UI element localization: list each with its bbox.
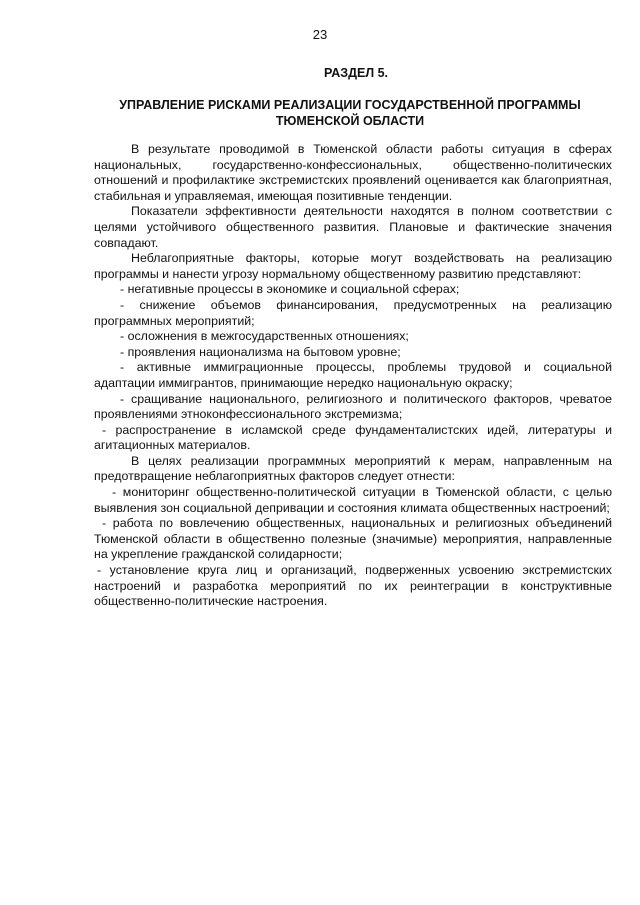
list-item: - работа по вовлечению общественных, национальных и религиозных объединений Тюменской области в общественно полезные (значимые) мероприятия, направленные на укрепление гражданской солидарности; [94, 516, 612, 562]
section-title: РАЗДЕЛ 5. [323, 66, 388, 80]
paragraph-results: В результате проводимой в Тюменской области работы ситуация в сферах национальных, государственно-конфессиональных, общественно-политических отношений и профилактике экстремистских проявлений оценивается как благоприятная, стабильная и управляемая, имеющая позитивные тенденции. [94, 142, 612, 203]
page-heading: УПРАВЛЕНИЕ РИСКАМИ РЕАЛИЗАЦИИ ГОСУДАРСТВЕННОЙ ПРОГРАММЫ ТЮМЕНСКОЙ ОБЛАСТИ [119, 98, 581, 128]
paragraph-indicators: Показатели эффективности деятельности находятся в полном соответствии с целями устойчивого общественного развития. Плановые и фактические значения совпадают. [94, 204, 612, 250]
list-item: - активные иммиграционные процессы, проблемы трудовой и социальной адаптации иммигрантов, принимающие нередко национальную окраску; [94, 360, 612, 390]
list-item: - негативные процессы в экономике и социальной сферах; [120, 282, 460, 297]
list-item: - мониторинг общественно-политической ситуации в Тюменской области, с целью выявления зон социальной депривации и состояния климата общественных настроений; [94, 485, 612, 515]
document-body [94, 142, 612, 610]
list-item: - распространение в исламской среде фундаменталистских идей, литературы и агитационных материалов. [94, 422, 612, 453]
list-item: - сращивание национального, религиозного и политического факторов, чреватое проявлениями этноконфессионального экстремизма; [94, 391, 612, 422]
list-item: - осложнения в межгосударственных отношениях; [120, 329, 409, 344]
list-item: - установление круга лиц и организаций, подверженных усвоению экстремистских настроений и разработка мероприятий по их реинтеграции в конструктивные общественно-политические настроения. [94, 563, 612, 609]
paragraph-measures: В целях реализации программных мероприятий к мерам, направленным на предотвращение неблагоприятных факторов следует отнести: [94, 453, 612, 484]
page-number: 23 [312, 27, 328, 42]
list-item: - снижение объемов финансирования, предусмотренных на реализацию программных мероприятий; [94, 297, 612, 328]
paragraph-risk-factors: Неблагоприятные факторы, которые могут воздействовать на реализацию программы и нанести угрозу нормальному общественному развитию представляют: [94, 251, 612, 281]
list-item: - проявления национализма на бытовом уровне; [120, 344, 401, 359]
